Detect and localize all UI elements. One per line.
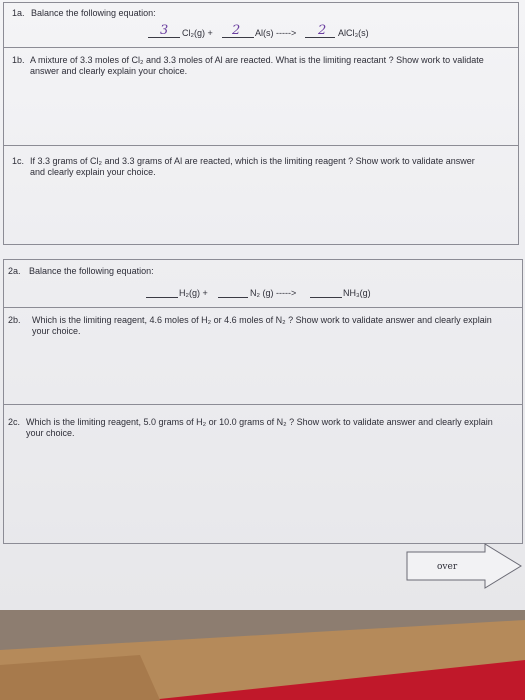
- q1c-label: 1c.: [12, 156, 25, 166]
- divider-1b-1c: [3, 145, 519, 146]
- q1a-handwritten-coef2: 2: [232, 23, 241, 38]
- q2a-blank-2: [218, 297, 248, 298]
- q1a-handwritten-coef1: 3: [160, 23, 169, 38]
- q2b-text: Which is the limiting reagent, 4.6 moles of H₂ or 4.6 moles of N₂ ? Show work to validate answer and clearly explain your choice.: [32, 315, 492, 336]
- q2a-blank-1: [146, 297, 178, 298]
- divider-1a-1b: [3, 47, 519, 48]
- q2a-term1: H₂(g) +: [179, 288, 208, 298]
- q1a-handwritten-coef3: 2: [318, 23, 327, 38]
- q1b-text: A mixture of 3.3 moles of Cl₂ and 3.3 moles of Al are reacted. What is the limiting reactant ? Show work to validate answer and clearly explain your choice.: [30, 55, 484, 76]
- q2a-blank-3: [310, 297, 342, 298]
- q1b-label: 1b.: [12, 55, 25, 65]
- over-label: over: [437, 562, 458, 572]
- q1a-term3: AlCl₃(s): [338, 28, 369, 38]
- q1a-text: Balance the following equation:: [31, 8, 156, 18]
- desk-background: [0, 600, 525, 700]
- divider-2b-2c: [3, 404, 523, 405]
- q2c-label: 2c.: [8, 417, 21, 427]
- over-arrow: [405, 542, 525, 590]
- q1a-term2: Al(s) ----->: [255, 28, 297, 38]
- q1a-label: 1a.: [12, 8, 25, 18]
- q2b-label: 2b.: [8, 315, 21, 325]
- arrow-right-icon: [405, 542, 525, 590]
- divider-2a-2b: [3, 307, 523, 308]
- q2a-term2: N₂ (g) ----->: [250, 288, 297, 298]
- section-2-box: [3, 259, 523, 544]
- q1c-text: If 3.3 grams of Cl₂ and 3.3 grams of Al are reacted, which is the limiting reagent ? Show work to validate answer and clearly explain your choice.: [30, 156, 475, 177]
- q2c-text: Which is the limiting reagent, 5.0 grams of H₂ or 10.0 grams of N₂ ? Show work to validate answer and clearly explain your choice.: [26, 417, 493, 438]
- q1a-term1: Cl₂(g) +: [182, 28, 213, 38]
- q2a-term3: NH₃(g): [343, 288, 371, 298]
- q2a-label: 2a.: [8, 266, 21, 276]
- q2a-text: Balance the following equation:: [29, 266, 154, 276]
